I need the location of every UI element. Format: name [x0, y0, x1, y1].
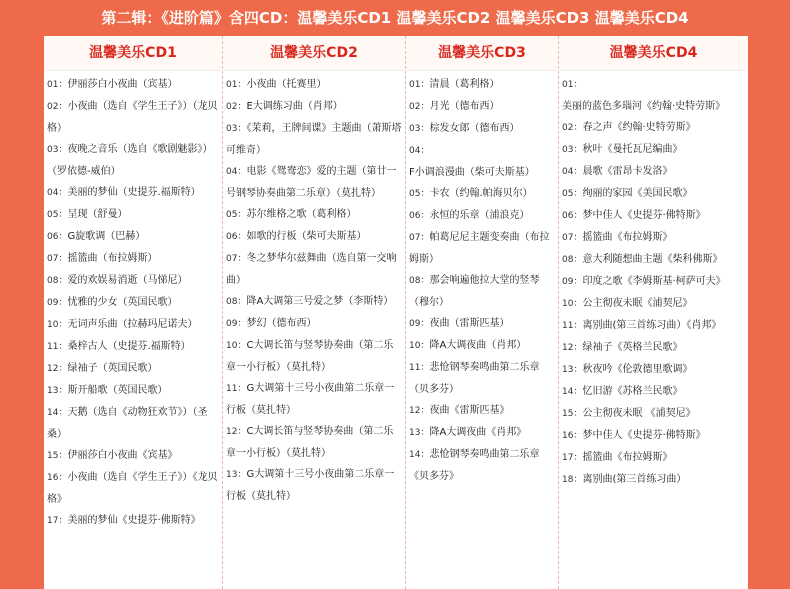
- track-item: [562, 359, 748, 381]
- track-number: 09：: [47, 298, 68, 308]
- track-number: 18：: [562, 475, 583, 485]
- track-item: [409, 227, 558, 270]
- track-title: 离别曲(第三首练习曲）: [582, 474, 687, 485]
- track-title: 降A大调夜曲（肖邦）: [429, 340, 527, 351]
- track-item: [47, 270, 222, 292]
- track-number: 05：: [562, 189, 583, 199]
- track-number: 12：: [409, 406, 430, 416]
- track-item: [562, 205, 748, 227]
- track-item: [226, 421, 405, 464]
- track-number: 14：: [562, 387, 583, 397]
- track-number: 07：: [409, 233, 430, 243]
- track-title: 摇篮曲《布拉姆斯》: [582, 232, 673, 243]
- track-item: [47, 358, 222, 380]
- track-title: 秋叶《曼托瓦尼编曲》: [582, 144, 683, 155]
- track-title: 绚丽的家园《美国民歌》: [582, 188, 693, 199]
- track-title: 梦中佳人《史提芬·佛特斯》: [582, 210, 706, 221]
- track-item: [562, 227, 748, 249]
- track-title: 悲怆钢琴奏鸣曲第二乐章《贝多芬》: [409, 449, 540, 482]
- track-number: 04：: [409, 146, 430, 156]
- track-item: [409, 74, 558, 96]
- track-number: 04：: [47, 188, 68, 198]
- track-item: [47, 139, 222, 182]
- track-title: 摇篮曲《布拉姆斯》: [582, 452, 673, 463]
- track-title: 梦中佳人《史提芬·佛特斯》: [582, 430, 706, 441]
- cd3-header: 温馨美乐CD3: [406, 36, 558, 71]
- track-item: [47, 314, 222, 336]
- track-number: 14：: [47, 408, 68, 418]
- track-number: 05：: [47, 210, 68, 220]
- track-item: [562, 447, 748, 469]
- track-item: [409, 400, 558, 422]
- track-title: G大调第十三号小夜曲第二乐章一行板（莫扎特）: [226, 383, 395, 416]
- track-number: 05：: [226, 210, 247, 220]
- track-title: 降A大调第三号爱之梦（李斯特）: [246, 296, 394, 307]
- track-item: [226, 291, 405, 313]
- track-number: 01：: [409, 80, 430, 90]
- track-number: 10：: [409, 341, 430, 351]
- track-title: 降A大调夜曲《肖邦》: [429, 427, 527, 438]
- track-item: [226, 74, 405, 96]
- track-title: 小夜曲（托赛里）: [246, 79, 327, 90]
- track-number: 11：: [226, 384, 247, 394]
- track-number: 12：: [226, 427, 247, 437]
- track-title: 《茉莉，王牌间谍》主题曲（萧斯塔可维奇）: [226, 123, 402, 156]
- track-title: 月光（德布西）: [429, 101, 500, 112]
- track-number: 08：: [226, 297, 247, 307]
- track-title: 悲怆钢琴奏鸣曲第二乐章（贝多芬）: [409, 362, 540, 395]
- track-title: 那会响遍他拉大堂的竖琴（穆尔）: [409, 275, 540, 308]
- cd1-column: [44, 36, 223, 589]
- track-title: 小夜曲（选自《学生王子》）（龙贝格）: [47, 101, 218, 134]
- track-item: [409, 422, 558, 444]
- track-title: 棕发女郎（德布西）: [429, 123, 520, 134]
- track-title: 绿袖子（英国民歌）: [67, 363, 158, 374]
- track-number: 11：: [562, 321, 583, 331]
- track-number: 04：: [562, 167, 583, 177]
- track-item: [226, 161, 405, 204]
- track-number: 03：: [226, 124, 247, 134]
- track-title: 美丽的蓝色多瑙河《约翰·史特劳斯》: [562, 101, 726, 112]
- track-number: 06：: [226, 232, 247, 242]
- track-number: 11：: [409, 363, 430, 373]
- track-number: 07：: [562, 233, 583, 243]
- track-number: 16：: [47, 473, 68, 483]
- track-item: [409, 313, 558, 335]
- track-item: [47, 402, 222, 445]
- track-number: 12：: [47, 364, 68, 374]
- track-title: 桑梓古人（史提芬.福斯特）: [67, 341, 191, 352]
- track-item: [409, 335, 558, 357]
- cd2-column: [223, 36, 406, 589]
- track-title: 帕葛尼尼主题变奏曲（布拉姆斯）: [409, 232, 550, 265]
- track-title: E大调练习曲（肖邦）: [246, 101, 343, 112]
- track-item: [47, 467, 222, 510]
- track-item: [409, 357, 558, 400]
- track-number: 16：: [562, 431, 583, 441]
- track-item: [226, 204, 405, 226]
- track-item: [226, 378, 405, 421]
- track-title: 夜曲《雷斯匹基》: [429, 405, 510, 416]
- track-title: 晨歌《雷昂卡发洛》: [582, 166, 673, 177]
- track-item: [47, 292, 222, 314]
- track-title: 秋夜吟《伦敦德里歌调》: [582, 364, 693, 375]
- cd2-header: 温馨美乐CD2: [223, 36, 405, 71]
- track-number: 03：: [562, 145, 583, 155]
- track-title: 小夜曲（选自《学生王子》）《龙贝格》: [47, 472, 218, 505]
- track-title: 冬之梦华尔兹舞曲（选自第一交响曲）: [226, 253, 397, 286]
- track-item: [409, 96, 558, 118]
- track-number: 15：: [562, 409, 583, 419]
- track-item: [562, 74, 748, 117]
- track-title: 斯开船歌（英国民歌）: [67, 385, 168, 396]
- track-number: 02：: [226, 102, 247, 112]
- track-item: [409, 183, 558, 205]
- track-title: 伊丽莎白小夜曲《宾基》: [67, 450, 178, 461]
- track-item: [562, 139, 748, 161]
- track-number: 14：: [409, 450, 430, 460]
- track-title: G旋歌调（巴赫）: [67, 231, 146, 242]
- track-item: [47, 510, 222, 532]
- track-number: 06：: [409, 211, 430, 221]
- track-title: 绿袖子《英格兰民歌》: [582, 342, 683, 353]
- track-number: 01：: [47, 80, 68, 90]
- track-title: 忧雅的少女（英国民歌）: [67, 297, 178, 308]
- track-number: 06：: [47, 232, 68, 242]
- track-item: [47, 204, 222, 226]
- track-title: 公主彻夜未眠 《浦契尼》: [582, 408, 696, 419]
- tracklist-panel: [44, 36, 748, 589]
- track-item: [47, 336, 222, 358]
- track-number: 04：: [226, 167, 247, 177]
- track-item: [409, 140, 558, 183]
- cd4-column: [559, 36, 748, 589]
- track-item: [562, 161, 748, 183]
- cd1-header: 温馨美乐CD1: [44, 36, 222, 71]
- track-title: 夜晚之音乐（选自《歌剧魅影》）（罗依德-威伯）: [47, 144, 213, 177]
- track-item: [562, 469, 748, 491]
- track-item: [562, 271, 748, 293]
- track-item: [226, 335, 405, 378]
- track-number: 17：: [47, 516, 68, 526]
- track-title: F小调浪漫曲（柴可夫斯基）: [409, 167, 535, 178]
- track-number: 15：: [47, 451, 68, 461]
- track-title: C大调长笛与竖琴协奏曲（第二乐章一小行板）（莫扎特）: [226, 340, 394, 373]
- track-item: [562, 249, 748, 271]
- track-item: [47, 182, 222, 204]
- track-number: 02：: [409, 102, 430, 112]
- track-item: [226, 226, 405, 248]
- track-title: 伊丽莎白小夜曲（宾基）: [67, 79, 178, 90]
- track-number: 02：: [47, 102, 68, 112]
- track-number: 07：: [47, 254, 68, 264]
- track-item: [562, 381, 748, 403]
- track-number: 17：: [562, 453, 583, 463]
- track-number: 11：: [47, 342, 68, 352]
- track-item: [226, 464, 405, 507]
- track-title: 梦幻（德布西）: [246, 318, 317, 329]
- track-item: [226, 118, 405, 161]
- track-title: 天鹅（选自《动物狂欢节》）（圣桑）: [47, 407, 208, 440]
- track-item: [47, 380, 222, 402]
- cd3-track-list: [406, 71, 558, 487]
- track-item: [562, 403, 748, 425]
- track-item: [562, 183, 748, 205]
- track-item: [562, 315, 748, 337]
- track-number: 10：: [47, 320, 68, 330]
- track-number: 03：: [47, 145, 68, 155]
- track-item: [562, 117, 748, 139]
- track-number: 08：: [47, 276, 68, 286]
- track-title: 美丽的梦仙《史提芬·佛斯特》: [67, 515, 201, 526]
- cd3-column: [406, 36, 559, 589]
- track-title: 如歌的行板（柴可夫斯基）: [246, 231, 367, 242]
- track-number: 01：: [562, 80, 583, 90]
- track-number: 02：: [562, 123, 583, 133]
- track-item: [409, 444, 558, 487]
- track-title: C大调长笛与竖琴协奏曲（第二乐章一小行板）（莫扎特）: [226, 426, 394, 459]
- track-title: 清晨（葛利格）: [429, 79, 500, 90]
- cd4-header: 温馨美乐CD4: [559, 36, 748, 71]
- track-item: [226, 313, 405, 335]
- track-title: 夜曲（雷斯匹基）: [429, 318, 510, 329]
- track-title: 呈现（舒曼）: [67, 209, 128, 220]
- track-number: 09：: [226, 319, 247, 329]
- track-number: 03：: [409, 124, 430, 134]
- track-number: 06：: [562, 211, 583, 221]
- track-title: 美丽的梦仙（史提芬.福斯特）: [67, 187, 201, 198]
- track-number: 08：: [562, 255, 583, 265]
- cd2-track-list: [223, 71, 405, 507]
- track-title: 印度之歌《李姆斯基·柯萨可夫》: [582, 276, 726, 287]
- track-title: 公主彻夜未眠《浦契尼》: [582, 298, 693, 309]
- track-number: 08：: [409, 276, 430, 286]
- track-item: [562, 425, 748, 447]
- track-item: [47, 74, 222, 96]
- track-number: 12：: [562, 343, 583, 353]
- track-number: 13：: [562, 365, 583, 375]
- track-item: [47, 445, 222, 467]
- track-item: [47, 226, 222, 248]
- track-title: 离别曲(第三首练习曲）《肖邦》: [582, 320, 722, 331]
- track-item: [562, 337, 748, 359]
- track-item: [562, 293, 748, 315]
- track-title: 卡农（约翰.帕海贝尔）: [429, 188, 533, 199]
- track-title: 春之声《约翰·史特劳斯》: [582, 122, 696, 133]
- track-number: 09：: [409, 319, 430, 329]
- track-number: 10：: [562, 299, 583, 309]
- track-item: [226, 248, 405, 291]
- track-title: 忆旧游《苏格兰民歌》: [582, 386, 683, 397]
- track-number: 07：: [226, 254, 247, 264]
- track-title: 电影《鸳鸯恋》爱的主题（第廿一号钢琴协奏曲第二乐章）（莫扎特）: [226, 166, 397, 199]
- track-title: G大调第十三号小夜曲第二乐章一行板（莫扎特）: [226, 469, 395, 502]
- track-item: [47, 248, 222, 270]
- track-item: [47, 96, 222, 139]
- track-number: 13：: [226, 470, 247, 480]
- track-title: 摇篮曲（布拉姆斯）: [67, 253, 158, 264]
- track-item: [226, 96, 405, 118]
- track-item: [409, 270, 558, 313]
- track-number: 13：: [47, 386, 68, 396]
- track-title: 意大利随想曲主题《柴科佛斯》: [582, 254, 723, 265]
- track-number: 13：: [409, 428, 430, 438]
- track-number: 10：: [226, 341, 247, 351]
- cd4-track-list: [559, 71, 748, 491]
- track-number: 01：: [226, 80, 247, 90]
- track-item: [409, 118, 558, 140]
- track-title: 无词声乐曲（拉赫玛尼诺夫）: [67, 319, 198, 330]
- cd1-track-list: [44, 71, 222, 532]
- track-number: 09：: [562, 277, 583, 287]
- track-number: 05：: [409, 189, 430, 199]
- track-item: [409, 205, 558, 227]
- track-title: 永恒的乐章（浦浪克）: [429, 210, 530, 221]
- page-title: 第二辑：《进阶篇》含四CD：温馨美乐CD1 温馨美乐CD2 温馨美乐CD3 温馨美乐CD4: [101, 9, 689, 27]
- track-title: 苏尔维格之歌（葛利格）: [246, 209, 357, 220]
- track-title: 爱的欢娱易消逝（马悌尼）: [67, 275, 188, 286]
